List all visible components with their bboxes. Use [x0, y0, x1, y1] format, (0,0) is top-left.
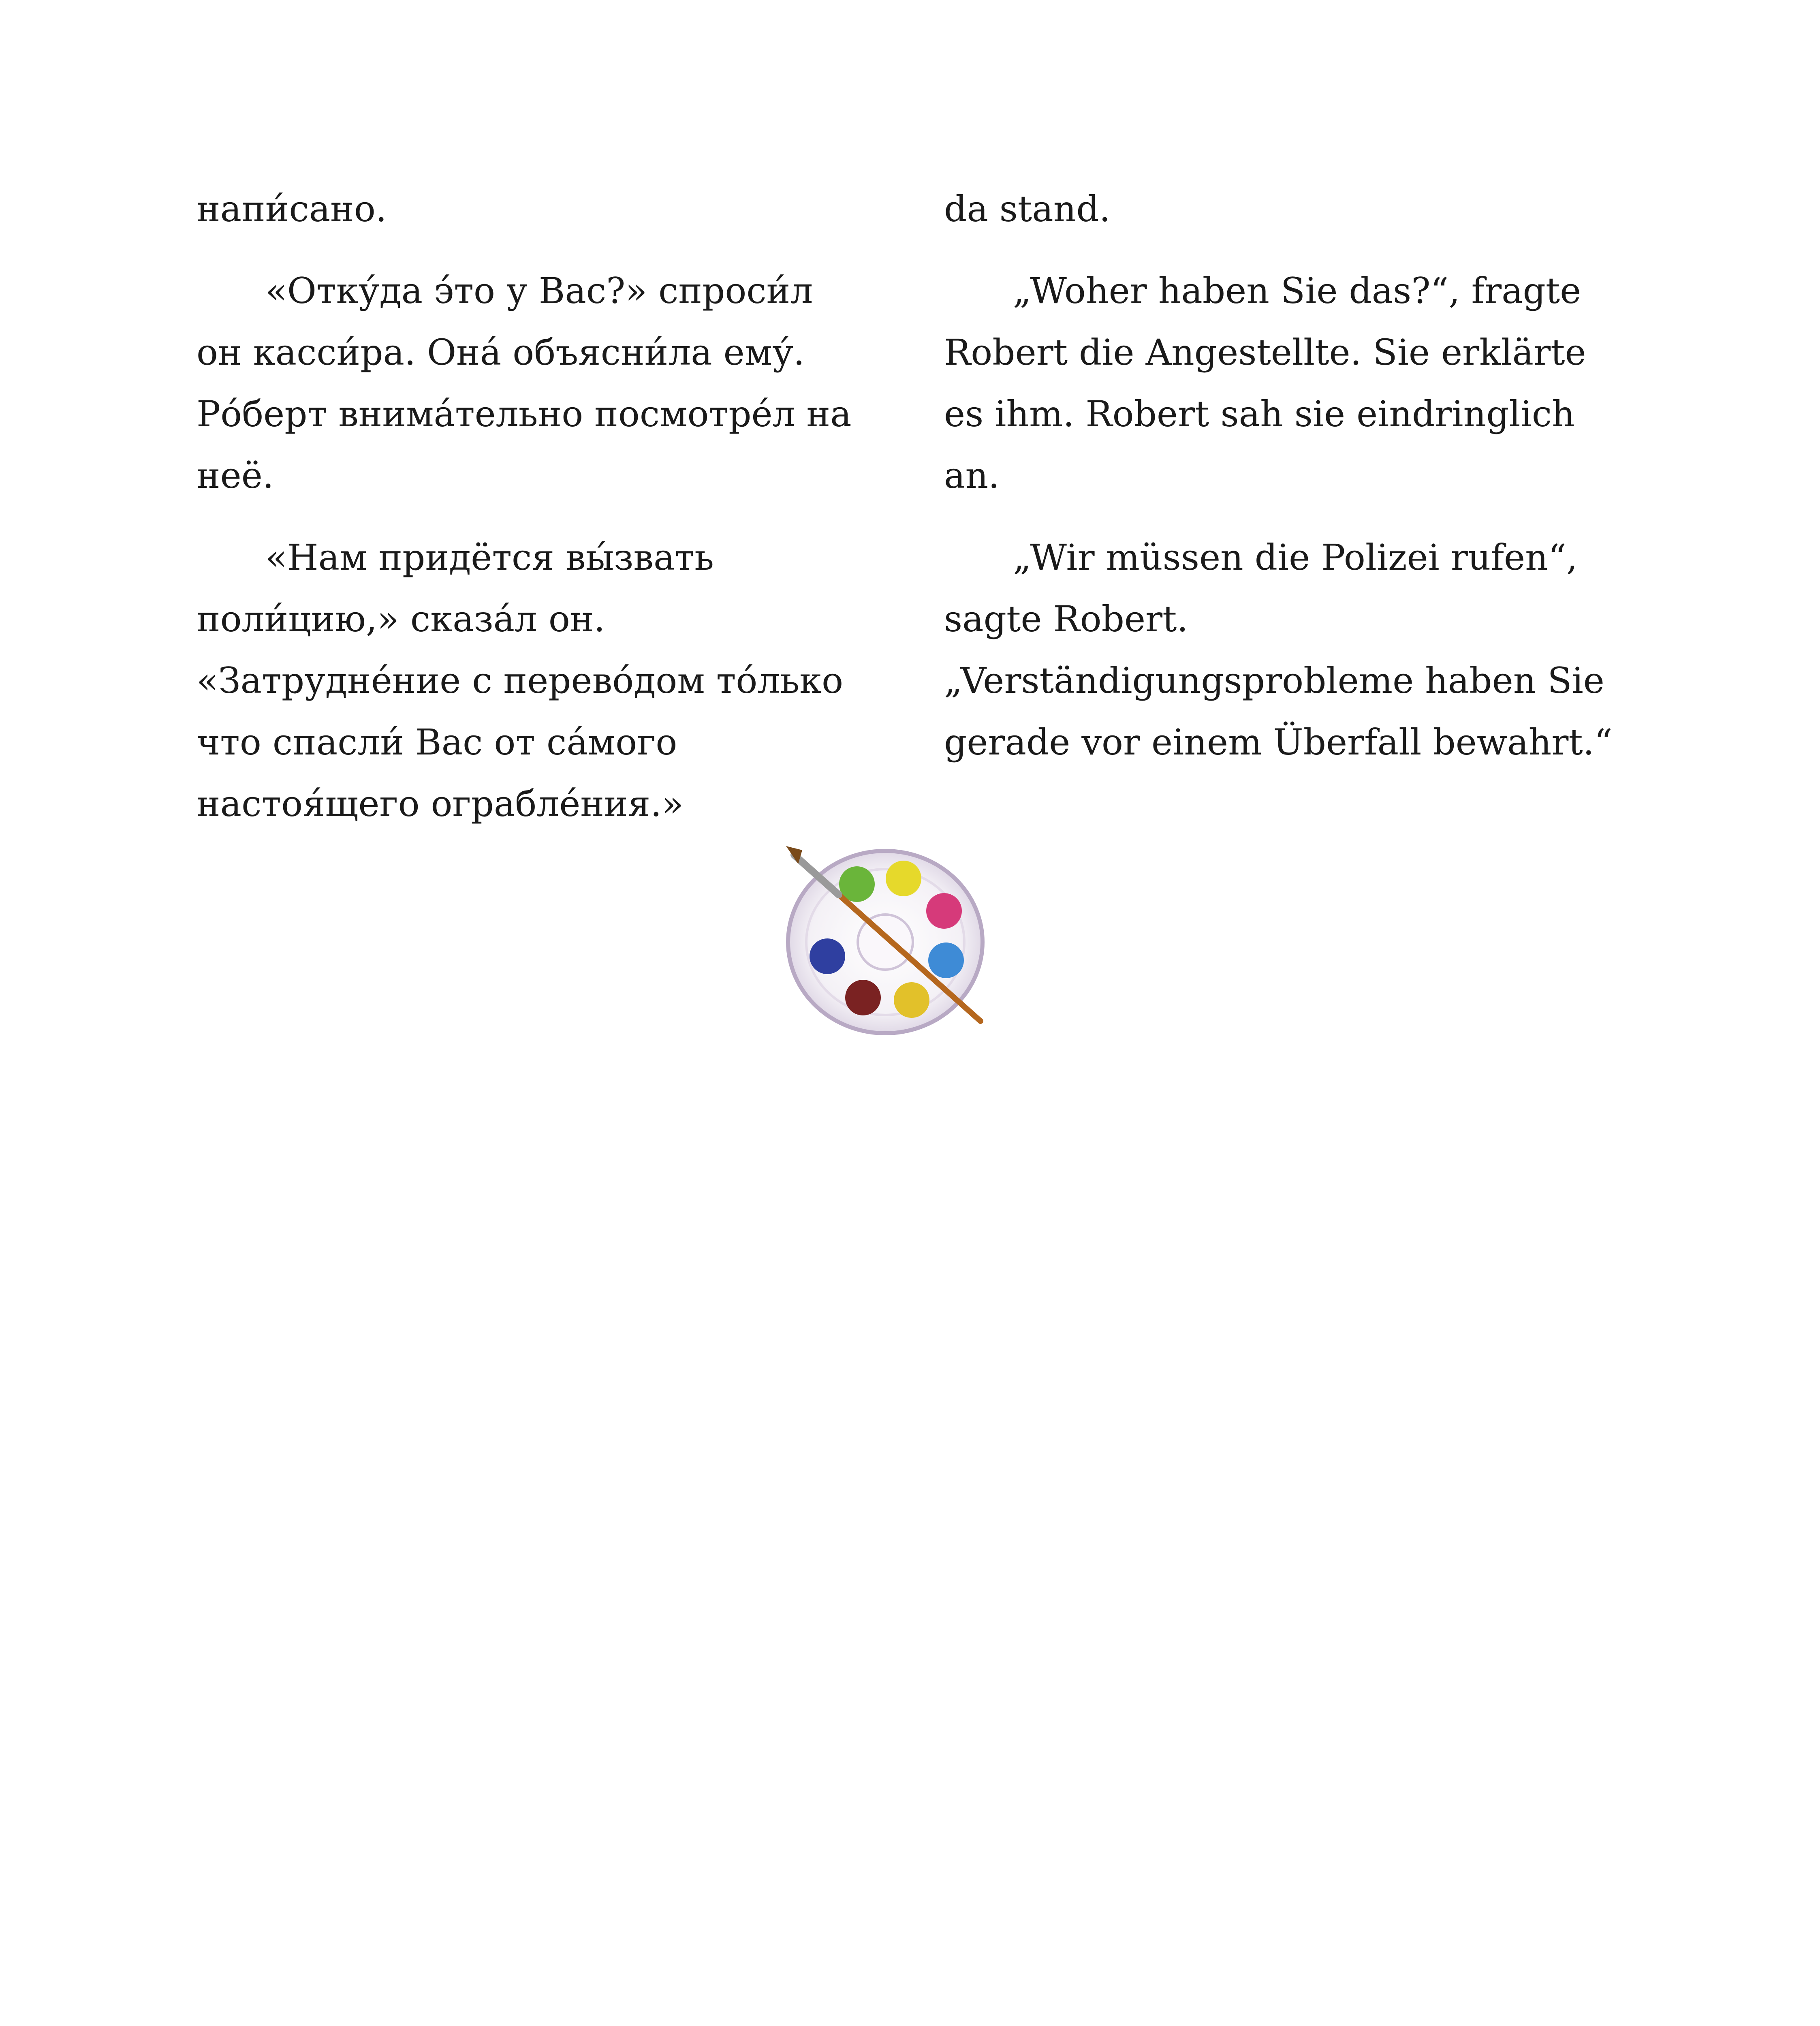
russian-column	[197, 178, 869, 835]
german-paragraph: „Wir müssen die Polizei rufen“, sagte Robert. „Verständigungsprobleme haben Sie gerade vor einem Überfall bewahrt.“	[944, 536, 1613, 763]
german-paragraph: da stand.	[944, 188, 1111, 230]
russian-paragraph: «Нам придётся вы́звать поли́цию,» сказа́л он. «Затрудне́ние с перево́дом то́лько что спасли́ Вас от са́мого настоя́щего ограбле́ния.»	[197, 536, 844, 825]
watercolor-palette-icon	[782, 839, 993, 1041]
russian-paragraph: «Отку́да э́то у Вас?» спроси́л он касси́ра. Она́ объясни́ла ему́. Ро́берт внима́тельно посмотре́л на неё.	[197, 270, 852, 496]
russian-paragraph: напи́сано.	[197, 188, 387, 230]
german-column	[944, 178, 1617, 773]
paint-palette-illustration	[782, 839, 993, 1041]
german-paragraph: „Woher haben Sie das?“, fragte Robert die Angestellte. Sie erklärte es ihm. Robert sah sie eindringlich an.	[944, 270, 1586, 496]
